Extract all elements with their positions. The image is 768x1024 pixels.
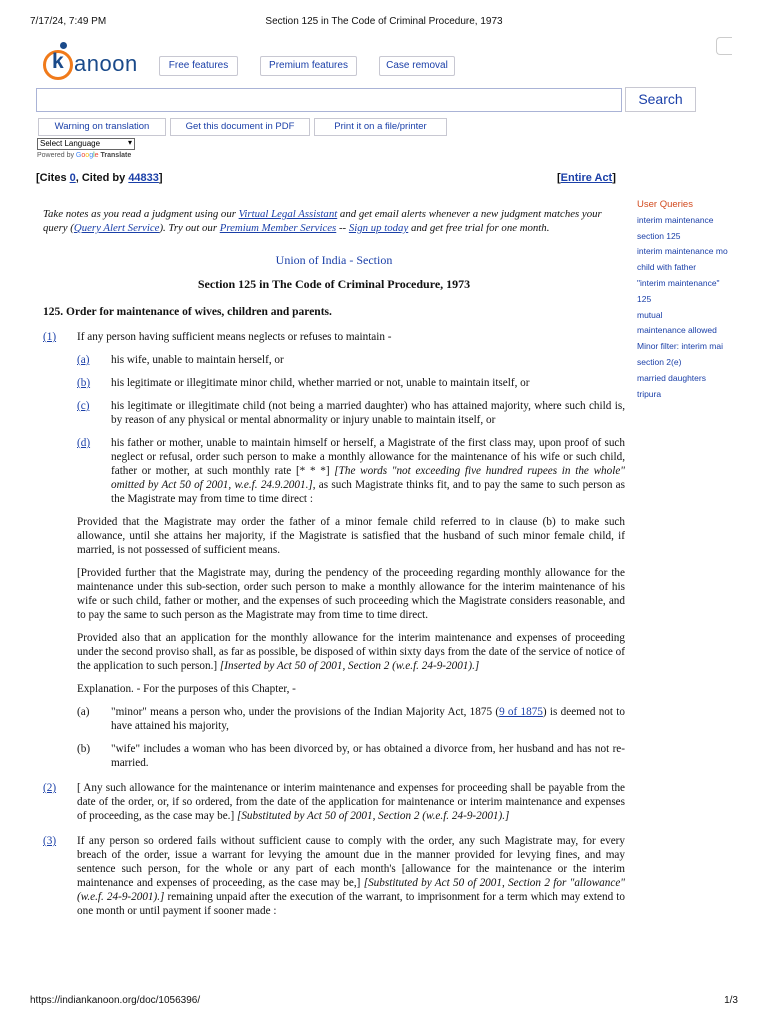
- user-query-item[interactable]: section 2(e): [637, 356, 682, 367]
- search-input[interactable]: [36, 88, 622, 112]
- user-query-item[interactable]: "interim maintenance": [637, 277, 720, 288]
- clause-d: (d) his father or mother, unable to maintain himself or herself, a Magistrate of the first class may, upon proof of such neglect or refusal, order such person to make a monthly allowance for the maintenance of his wife or such child, father or mother, at such monthly rate [* * *] [The words "not exceeding five hundred rupees in the whole" omitted by Act 50 of 2001, w.e.f. 24.9.2001.], as such Magistrate thinks fit, and to pay the same to such person as the Magistrate may from time to time direct :: [77, 437, 625, 505]
- user-query-item[interactable]: tripura: [637, 388, 662, 399]
- proviso-1: Provided that the Magistrate may order the father of a minor female child referred to in clause (b) to make such allowance, until she attains her majority, if the Magistrate is satisfied that the husband of such minor female child, if married, is not possessed of sufficient means.: [77, 516, 625, 556]
- print-datetime: 7/17/24, 7:49 PM: [30, 16, 107, 27]
- user-query-item[interactable]: married daughters: [637, 372, 706, 383]
- premium-features-button[interactable]: Premium features: [260, 56, 357, 76]
- login-tab[interactable]: [716, 37, 732, 55]
- proviso-3: Provided also that an application for the monthly allowance for the interim maintenance and expenses of proceeding under the second proviso shall, as far as possible, be disposed of within sixty days from the date of the service of notice of the application to such person.] [Inserted by Act 50 of 2001, Section 2 (w.e.f. 24-9-2001).]: [77, 632, 625, 672]
- cited-by-link[interactable]: 44833: [128, 172, 159, 184]
- entire-act-link[interactable]: Entire Act: [560, 172, 613, 184]
- virtual-legal-assistant-link[interactable]: Virtual Legal Assistant: [238, 208, 338, 220]
- search-button[interactable]: Search: [625, 87, 696, 112]
- user-queries-panel: [637, 197, 737, 402]
- subsection-3-link[interactable]: (3): [43, 835, 57, 847]
- print-page-number: 1/3: [724, 995, 738, 1006]
- section-heading: 125. Order for maintenance of wives, children and parents.: [43, 306, 332, 318]
- subsection-2: (2) [ Any such allowance for the maintenance or interim maintenance and expenses for proceeding shall be payable from the date of the order, or, if so ordered, from the date of the application for maintenance or interim maintenance and expenses of proceeding, as the case may be.] [Substituted by Act 50 of 2001, Section 2 (w.e.f. 24-9-2001).]: [43, 782, 625, 822]
- user-query-item[interactable]: Minor filter: interim mai: [637, 341, 723, 352]
- user-query-item[interactable]: mutual: [637, 309, 663, 320]
- subsection-2-link[interactable]: (2): [43, 782, 57, 794]
- document-body: [43, 207, 625, 918]
- language-select[interactable]: Select Language ▾: [37, 138, 135, 150]
- subsection-1: (1) If any person having sufficient means neglects or refuses to maintain -: [43, 331, 392, 343]
- user-query-item[interactable]: child with father: [637, 262, 697, 273]
- clause-a: (a) his wife, unable to maintain herself, or: [77, 354, 284, 366]
- warning-translation-button[interactable]: Warning on translation: [38, 118, 166, 136]
- doc-title: Section 125 in The Code of Criminal Procedure, 1973: [197, 277, 471, 291]
- clause-c-link[interactable]: (c): [77, 400, 90, 412]
- premium-member-link[interactable]: Premium Member Services: [219, 222, 337, 234]
- google-logo: Google: [75, 152, 99, 159]
- user-query-item[interactable]: maintenance allowed: [637, 325, 717, 336]
- user-query-item[interactable]: 125: [637, 293, 652, 304]
- indiankanoon-logo[interactable]: [43, 42, 149, 84]
- cites-info: [Cites 0, Cited by 44833]: [36, 172, 163, 184]
- translate-link[interactable]: Translate: [100, 152, 132, 159]
- user-query-item[interactable]: interim maintenance: [637, 214, 714, 225]
- cites-link[interactable]: 0: [69, 172, 76, 184]
- free-features-button[interactable]: Free features: [159, 56, 238, 76]
- powered-by-google: Powered by Google Translate: [37, 152, 132, 159]
- entire-act: [Entire Act]: [557, 172, 616, 184]
- print-title: Section 125 in The Code of Criminal Procedure, 1973: [265, 16, 503, 27]
- logo-dot-icon: [60, 42, 67, 49]
- promo-notes: Take notes as you read a judgment using our Virtual Legal Assistant and get email alerts whenever a new judgment matches your query (Query Alert Service). Try out our Premium Member Services -- Sign up today and get free trial for one month.: [43, 208, 602, 234]
- clause-d-link[interactable]: (d): [77, 437, 91, 449]
- user-query-item[interactable]: section 125: [637, 230, 681, 241]
- user-query-item[interactable]: interim maintenance mo: [637, 246, 728, 257]
- proviso-2: [Provided further that the Magistrate may, during the pendency of the proceeding regarding monthly allowance for the maintenance under this sub-section, order such person to make a monthly allowance for the interim maintenance of his wife or such child, father or mother, and the expenses of such proceeding which the Magistrate considers reasonable, and to pay the same to such person as the Magistrate may from time to time direct.: [77, 567, 625, 621]
- query-alert-link[interactable]: Query Alert Service: [73, 222, 160, 234]
- case-removal-button[interactable]: Case removal: [379, 56, 455, 76]
- print-button[interactable]: Print it on a file/printer: [314, 118, 447, 136]
- clause-a-link[interactable]: (a): [77, 354, 90, 366]
- logo-k-icon: k: [43, 50, 73, 80]
- explanation: Explanation. - For the purposes of this Chapter, -: [77, 683, 296, 695]
- user-queries-title: User Queries: [637, 199, 693, 210]
- subsection-1-link[interactable]: (1): [43, 331, 57, 343]
- print-url: https://indiankanoon.org/doc/1056396/: [30, 995, 201, 1006]
- clause-c: (c) his legitimate or illegitimate child (not being a married daughter) who has attained majority, where such child is, by reason of any physical or mental abnormality or injury unable to maintain itself, or: [77, 400, 625, 426]
- act-link[interactable]: Union of India - Section: [275, 253, 393, 267]
- sign-up-link[interactable]: Sign up today: [348, 222, 409, 234]
- clause-b-link[interactable]: (b): [77, 377, 91, 389]
- definition-b: (b) "wife" includes a woman who has been divorced by, or has obtained a divorce from, her husband and has not re-married.: [77, 743, 625, 769]
- logo-text: anoon: [74, 51, 138, 76]
- subsection-3: (3) If any person so ordered fails without sufficient cause to comply with the order, any such Magistrate may, for every breach of the order, issue a warrant for levying the amount due in the manner provided for levying fines, and may sentence such person, for the whole or any part of each month's [allowance for the maintenance or the interim maintenance and expenses of proceeding, as the case may be,] [Substituted by Act 50 of 2001, Section 2 for "allowance" (w.e.f. 24-9-2001).] remaining unpaid after the execution of the warrant, to imprisonment for a term which may extend to one month or until payment if sooner made :: [43, 835, 626, 917]
- majority-act-link[interactable]: 9 of 1875: [499, 706, 543, 718]
- definition-a: (a) "minor" means a person who, under the provisions of the Indian Majority Act, 1875 (9 of 1875) is deemed not to have attained his majority,: [77, 706, 625, 732]
- get-pdf-button[interactable]: Get this document in PDF: [170, 118, 310, 136]
- clause-b: (b) his legitimate or illegitimate minor child, whether married or not, unable to maintain itself, or: [77, 377, 530, 389]
